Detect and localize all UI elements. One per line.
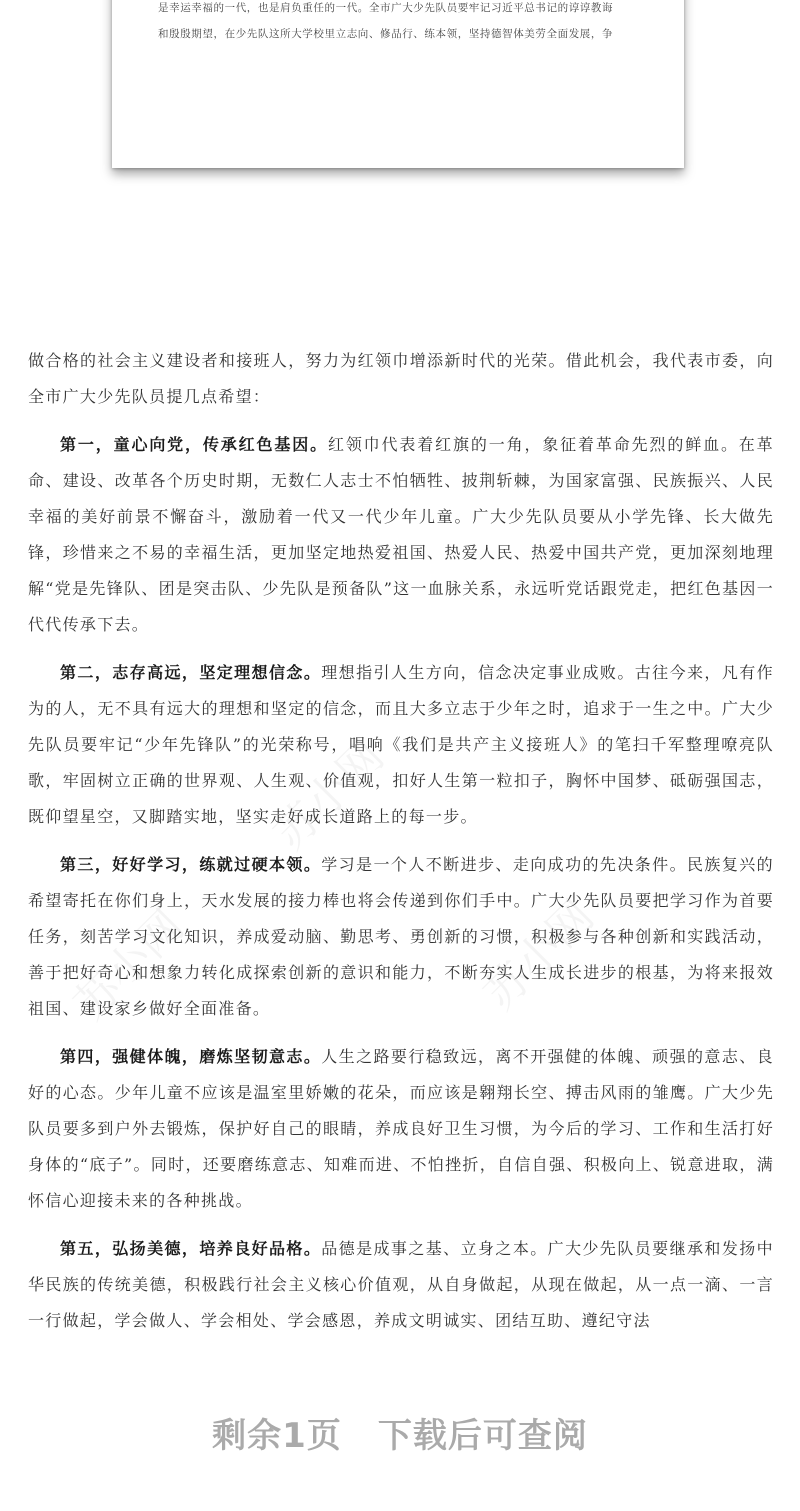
paragraph-text: 红领巾代表着红旗的一角，象征着革命先烈的鲜血。在革命、建设、改革各个历史时期，无数仁人志士不怕牺牲、披荆斩棘，为国家富强、民族振兴、人民幸福的美好前景不懈奋斗，激励着一代又一代少年儿童。广大少先队员要从小学先锋、长大做先锋，珍惜来之不易的幸福生活，更加坚定地热爱祖国、热爱人民、热爱中国共产党，更加深刻地理解“党是先锋队、团是突击队、少先队是预备队”这一血脉关系，永远听党话跟党走，把红色基因一代代传承下去。 [28, 435, 774, 634]
paragraph-text: 理想指引人生方向，信念决定事业成败。古往今来，凡有作为的人，无不具有远大的理想和坚定的信念，而且大多立志于少年之时，追求于一生之中。广大少先队员要牢记“少年先锋队”的光荣称号，唱响《我们是共产主义接班人》的笔扫千军整理嘹亮队歌，牢固树立正确的世界观、人生观、价值观，扣好人生第一粒扣子，胸怀中国梦、砥砺强国志，既仰望星空，又脚踏实地，坚实走好成长道路上的每一步。 [28, 663, 774, 826]
article-body [28, 343, 774, 1351]
preview-page-card [112, 0, 684, 168]
download-hint-label: 下载后可查阅 [377, 1416, 588, 1456]
paragraph-text: 品德是成事之基、立身之本。广大少先队员要继承和发扬中华民族的传统美德，积极践行社会主义核心价值观，从自身做起，从现在做起，从一点一滴、一言一行做起，学会做人、学会相处、学会感恩，养成文明诚实、团结互助、遵纪守法 [28, 1239, 774, 1330]
hope-paragraph-5 [28, 1231, 774, 1339]
paragraph-heading: 第一，童心向党，传承红色基因。 [60, 435, 328, 454]
paragraph-heading: 第二，志存高远，坚定理想信念。 [60, 663, 322, 682]
download-prompt[interactable] [0, 1408, 800, 1457]
remaining-pages-label: 剩余1页 [212, 1416, 342, 1456]
paragraph-heading: 第四，强健体魄，磨炼坚韧意志。 [60, 1047, 322, 1066]
preview-text-line: 是幸运幸福的一代，也是肩负重任的一代。全市广大少先队员要牢记习近平总书记的谆谆教诲 [158, 2, 614, 14]
paragraph-heading: 第五，弘扬美德，培养良好品格。 [60, 1239, 322, 1258]
paragraph-text: 学习是一个人不断进步、走向成功的先决条件。民族复兴的希望寄托在你们身上，天水发展的接力棒也将会传递到你们手中。广大少先队员要把学习作为首要任务，刻苦学习文化知识，养成爱动脑、勤思考、勇创新的习惯，积极参与各种创新和实践活动，善于把好奇心和想象力转化成探索创新的意识和能力，不断夯实人生成长进步的根基，为将来报效祖国、建设家乡做好全面准备。 [28, 855, 774, 1018]
paragraph-text: 人生之路要行稳致远，离不开强健的体魄、顽强的意志、良好的心态。少年儿童不应该是温室里娇嫩的花朵，而应该是翱翔长空、搏击风雨的雏鹰。广大少先队员要多到户外去锻炼，保护好自己的眼睛，养成良好卫生习惯，为今后的学习、工作和生活打好身体的“底子”。同时，还要磨练意志、知难而进、不怕挫折，自信自强、积极向上、锐意进取，满怀信心迎接未来的各种挑战。 [28, 1047, 774, 1210]
hope-paragraph-2 [28, 655, 774, 835]
hope-paragraph-1 [28, 427, 774, 643]
preview-text-line: 和殷殷期望，在少先队这所大学校里立志向、修品行、练本领，坚持德智体美劳全面发展，争 [158, 28, 614, 40]
intro-paragraph: 做合格的社会主义建设者和接班人，努力为红领巾增添新时代的光荣。借此机会，我代表市委，向全市广大少先队员提几点希望： [28, 351, 774, 406]
hope-paragraph-4 [28, 1039, 774, 1219]
paragraph-heading: 第三，好好学习，练就过硬本领。 [60, 855, 322, 874]
hope-paragraph-3 [28, 847, 774, 1027]
